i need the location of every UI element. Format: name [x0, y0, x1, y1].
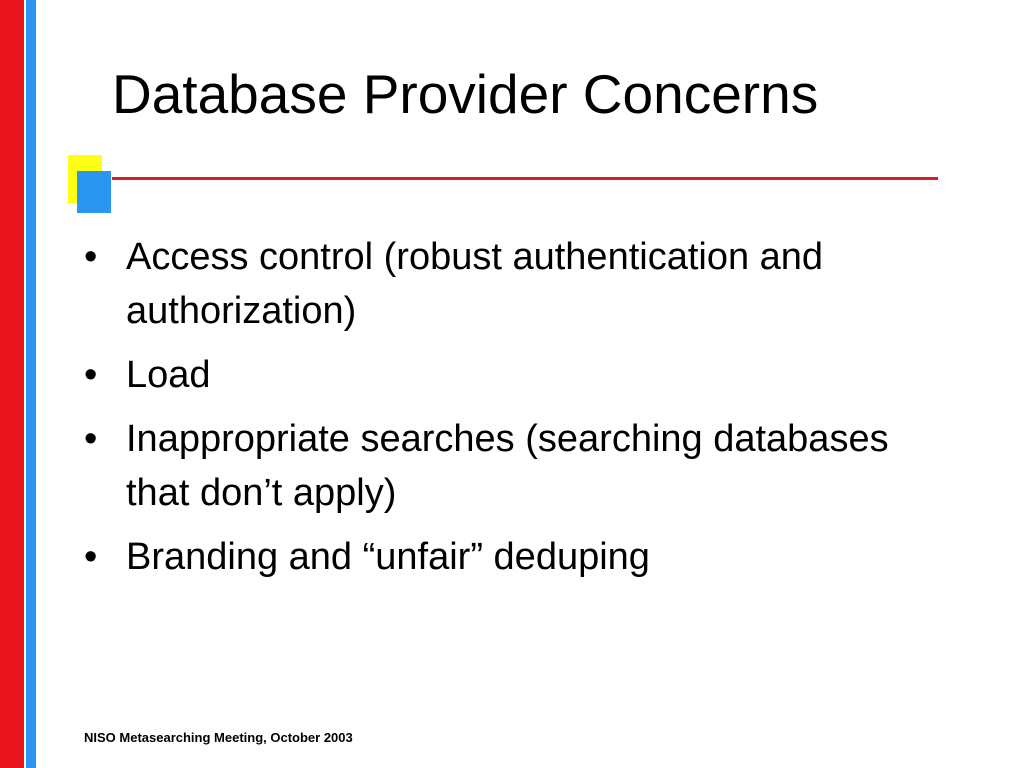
- slide-title: Database Provider Concerns: [112, 63, 819, 125]
- bullet-text: Branding and “unfair” deduping: [126, 536, 650, 578]
- bullet-text: Inappropriate searches (searching databases that don’t apply): [126, 418, 889, 514]
- bullet-marker: •: [84, 354, 98, 396]
- left-blue-bar: [26, 0, 36, 768]
- bullet-item: [84, 530, 944, 584]
- bullet-marker: •: [84, 418, 98, 460]
- bullet-text: Access control (robust authentication and authorization): [126, 236, 824, 332]
- title-underline-rule: [112, 177, 938, 180]
- slide-footer: NISO Metasearching Meeting, October 2003: [84, 730, 353, 745]
- bullet-marker: •: [84, 236, 98, 278]
- bullet-list: [84, 230, 944, 594]
- bullet-text: Load: [126, 354, 211, 396]
- bullet-marker: •: [84, 536, 98, 578]
- bullet-item: [84, 230, 944, 338]
- blue-accent-square: [77, 171, 111, 213]
- bullet-item: [84, 412, 944, 520]
- left-red-bar: [0, 0, 24, 768]
- bullet-item: [84, 348, 944, 402]
